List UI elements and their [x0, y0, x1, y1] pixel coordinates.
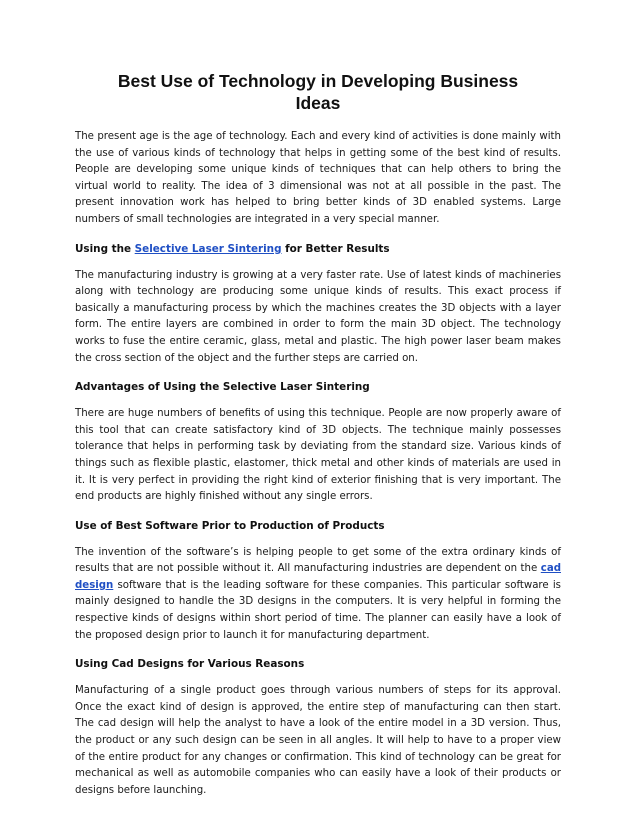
paragraph-text-before: The invention of the software’s is helping people to get some of the extra ordinary kinds of results that are not possible without it. All manufacturing industries are dependent on the	[75, 546, 561, 575]
section-paragraph-software	[75, 545, 561, 645]
intro-paragraph: The present age is the age of technology. Each and every kind of activities is done mainly with the use of various kinds of technology that helps in getting some of the best kind of results. People are developing some unique kinds of techniques that can help others to bring the virtual world to reality. The idea of 3 dimensional was not at all possible in the past. The present innovation work has helped to bring better kinds of 3D enabled systems. Large numbers of small technologies are integrated in a very special manner.	[75, 131, 561, 225]
heading-text-before: Using the	[75, 242, 135, 255]
section-heading-software: Use of Best Software Prior to Production of Products	[75, 519, 385, 532]
document-page	[75, 70, 561, 811]
cad-design-link[interactable]: cad design	[75, 563, 561, 591]
section-heading-sls	[75, 241, 561, 257]
section-heading-advantages: Advantages of Using the Selective Laser Sintering	[75, 381, 370, 394]
document-title: Best Use of Technology in Developing Business Ideas	[117, 71, 519, 113]
heading-text-after: for Better Results	[281, 242, 390, 255]
selective-laser-sintering-link[interactable]: Selective Laser Sintering	[134, 242, 282, 255]
section-heading-cad: Using Cad Designs for Various Reasons	[75, 658, 305, 671]
paragraph-text-after: software that is the leading software for these companies. This particular software is mainly designed to handle the 3D designs in the computers. It is very helpful in forming the respective kinds of designs within short period of time. The planner can easily have a look of the proposed design prior to launch it for manufacturing department.	[75, 579, 561, 641]
section-paragraph-advantages: There are huge numbers of benefits of using this technique. People are now properly aware of this tool that can create satisfactory kind of 3D objects. The technique mainly possesses tolerance that helps in performing task by deviating from the standard size. Various kinds of things such as flexible plastic, elastomer, thick metal and other kinds of materials are used in it. It is very perfect in providing the right kind of exterior finishing that is very important. The end products are highly finished without any single errors.	[75, 408, 561, 503]
section-paragraph-sls: The manufacturing industry is growing at a very faster rate. Use of latest kinds of machineries along with technology are producing some unique kinds of results. This exact process if basically a manufacturing process by which the machines creates the 3D objects with a layer form. The entire layers are combined in order to form the main 3D object. The technology works to fuse the entire ceramic, glass, metal and plastic. The high power laser beam makes the cross section of the object and the further steps are carried on.	[75, 269, 561, 364]
section-paragraph-cad: Manufacturing of a single product goes through various numbers of steps for its approval. Once the exact kind of design is approved, the entire step of manufacturing can then start. The cad design will help the analyst to have a look of the entire model in a 3D version. Thus, the product or any such design can be seen in all angles. It will help to have to a proper view of the entire product for any changes or confirmation. This kind of technology can be great for mechanical as well as automobile companies who can easily have a look of their products or designs before launching.	[75, 685, 561, 796]
